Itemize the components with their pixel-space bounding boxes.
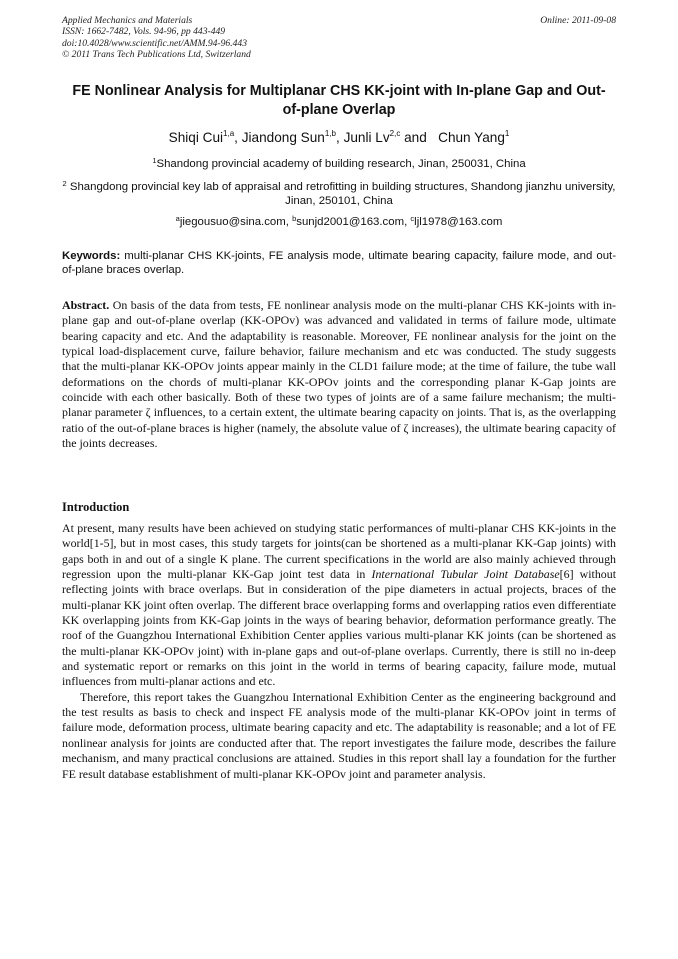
author-separator: ,: [336, 130, 344, 145]
journal-name: Applied Mechanics and Materials: [62, 15, 193, 26]
affiliation-sup: 1: [152, 156, 157, 165]
author-sup: 2,c: [389, 129, 401, 138]
affiliation-2: [62, 180, 616, 209]
journal-issn: ISSN: 1662-7482, Vols. 94-96, pp 443-449: [62, 26, 226, 38]
paragraph-text: At present, many results have been achieved on studying static performances of multi-planar CHS KK-joints in the world[1-5], but in most cases, this study targets for joints(can be shortened as a multi-planar KK-Gap joints) with gaps both in and out of a single K plane. The current specifications in the world are also mainly achieved through regression upon the multi-planar KK-Gap joint test data in: [62, 521, 616, 582]
abstract-label: Abstract.: [62, 298, 110, 312]
email-separator: ,: [404, 216, 411, 228]
affiliation-text: Shangdong provincial key lab of appraisal and retrofitting in building structures, Shandong jianzhu university, Jinan, 250101, China: [66, 181, 616, 208]
journal-info: [62, 15, 622, 60]
paragraph-text: [6] without reflecting joints with brace overlaps. But in consideration of the pipe diameters in actual projects, braces of the multi-planar KK joint often overlap. The different brace overlapping forms and overlapping ratios even differentiate KK overlapping joints from KK-Gap joints in the ways of bearing behavior, deformation performance greatly. The roof of the Guangzhou International Exhibition Center applies various multi-planar KK joints (can be shortened as the multi-planar KK-OPOv joint) with in-plane gaps and out-of-plane overlaps. Currently, there is still no in-deep and systematic report or remarks on this joint in the world in terms of bearing capacity, failure mode, mutual influences from multi-planar actions and etc.: [62, 567, 617, 689]
affiliation-text: Shandong provincial academy of building research, Jinan, 250031, China: [156, 158, 526, 170]
abstract-text: On basis of the data from tests, FE nonlinear analysis mode on the multi-planar CHS KK-joints with in-plane gap and out-of-plane overlap (KK-OPOv) was advanced and validated in terms of failure mode, ultimate bearing capacity and etc. And the adaptability is reasonable. Moreover, FE nonlinear analysis for the joint on the typical load-displacement curve, failure behavior, failure mechanism and etc was conducted. The study suggests that the multi-planar KK-OPOv joints appear mainly in the CLD1 failure mode; at the time of failure, the tube wall deformations on the chords of multi-planar KK-OPOv joints and the corresponding planar K-Gap joints are coincide with each other basically. Both of these two types of joints are of a same failure mechanism; the multi-planar parameter ζ influences, to a certain extent, the ultimate bearing capacity on joints. That is, as the overlapping ratio of the out-of-plane braces is higher (namely, the absolute value of ζ increases), the ultimate bearing capacity of the joints decreases.: [62, 298, 616, 451]
journal-doi: doi:10.4028/www.scientific.net/AMM.94-96.443: [62, 37, 248, 49]
author-sup: 1,b: [324, 129, 336, 138]
author-name: Chun Yang: [438, 130, 505, 145]
introduction-body: [62, 521, 616, 782]
author-sup: 1: [504, 129, 510, 138]
journal-copyright: © 2011 Trans Tech Publications Ltd, Switzerland: [62, 48, 251, 60]
affiliation-1: [62, 157, 616, 171]
email-address: jiegousuo@sina.com: [179, 216, 286, 228]
affiliation-sup: 2: [62, 179, 67, 188]
author-list: [40, 130, 638, 145]
keywords: [62, 249, 616, 278]
author-name: Jiandong Sun: [241, 130, 325, 145]
paragraph: [62, 521, 616, 690]
author-name: Shiqi Cui: [168, 130, 224, 145]
online-date: Online: 2011-09-08: [540, 15, 616, 26]
email-sup: b: [292, 214, 297, 223]
paper-title: FE Nonlinear Analysis for Multiplanar CHS KK-joint with In-plane Gap and Out-of-plane Overlap: [72, 83, 606, 118]
author-sup: 1,a: [223, 129, 235, 138]
author-separator: and: [400, 130, 435, 145]
keywords-label: Keywords:: [62, 250, 121, 262]
database-name: International Tubular Joint Database: [371, 567, 560, 582]
author-name: Junli Lv: [343, 130, 390, 145]
email-address: sunjd2001@163.com: [296, 216, 405, 228]
email-sup: a: [175, 214, 180, 223]
keywords-text: multi-planar CHS KK-joints, FE analysis mode, ultimate bearing capacity, failure mode, and out-of-plane braces overlap.: [62, 250, 616, 277]
author-emails: [62, 215, 616, 229]
paragraph: Therefore, this report takes the Guangzhou International Exhibition Center as the engineering background and the test results as basis to check and inspect FE analysis mode of the multi-planar KK-OPOv joint in terms of failure mode, deformation process, ultimate bearing capacity and etc. The adaptability is reasonable; and a lot of FE nonlinear analysis for joints are conducted after that. The report investigates the failure mode, describes the failure mechanism, and many practical conclusions are attained. Studies in this report shall lay a foundation for the further FE result database establishment of multi-planar KK-OPOv joint and parameter analysis.: [62, 689, 616, 781]
email-sup: c: [410, 214, 415, 223]
section-heading-introduction: Introduction: [62, 500, 130, 514]
abstract: [62, 298, 616, 451]
author-separator: ,: [234, 130, 242, 145]
email-separator: ,: [285, 216, 293, 228]
email-address: ljl1978@163.com: [414, 216, 503, 228]
